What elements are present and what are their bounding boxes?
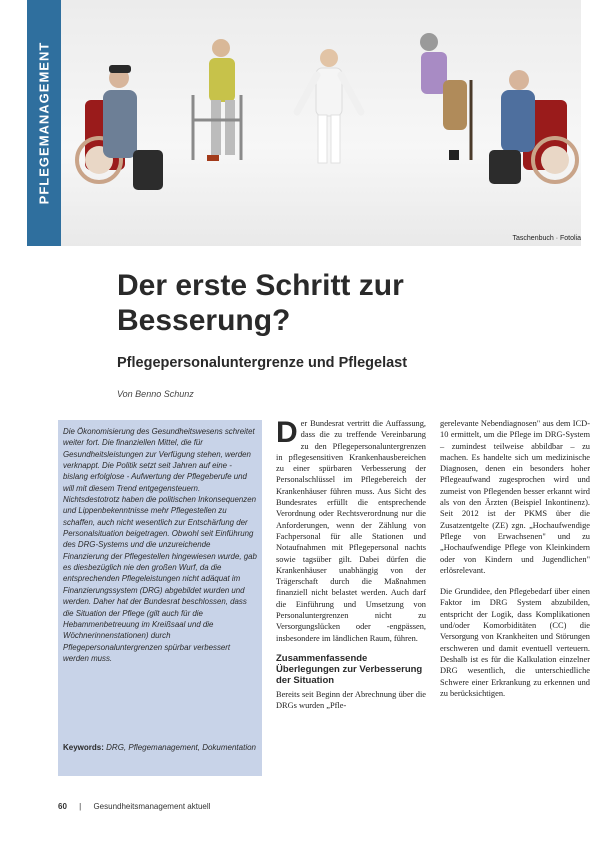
- article-subtitle: Pflegepersonaluntergrenze und Pflegelast: [117, 355, 408, 371]
- photo-credit: Taschenbuch · Fotolia: [512, 235, 581, 242]
- column-1-paragraph-2: Bereits seit Beginn der Abrechnung über die DRGs wurden „Pfle-: [276, 689, 426, 711]
- page-footer: [58, 802, 210, 811]
- drop-cap: D: [276, 416, 298, 449]
- column-2-paragraph-1: gerelevante Nebendiagnosen" aus dem ICD-10 ermittelt, um die Pflege im DRG-System – zumindest teilweise abbildbar – zu machen. Es handelte sich um medizinische Diagnosen, denen ein besonders hoher Pflegeaufwand zugesprochen wird und zumeist von Pflegenden besser erkannt wird als von den Ärzten (Beispiel Inkontinenz). Seit 2012 ist der PKMS über die Zusatzentgelte (ZE) zgn. „Hochaufwendige Pflege von Erwachsenen" und zu „Hochaufwendige Pflege von Kleinkindern oder von Kindern und Jugendlichen" erlösrelevant.: [440, 419, 590, 575]
- abstract-text: Die Ökonomisierung des Gesundheitswesens schreitet weiter fort. Die finanziellen Mittel, die für Gesundheitsleistungen zur Verfügung stehen, werden verknappt. Die Politik setzt seit Jahren auf eine - bislang erfolglose - Aufwertung der Pflegeberufe und will mit diesem Trend entgegensteuern. Nichtsdestotrotz haben die politischen Inkonsequenzen und Lippenbekenntnisse mehr Pflegestellen zu schaffen, auch nicht wesentlich zur Entschärfung der Personalsituation beigetragen. Obwohl seit Einführung des DRG-Systems und die unzureichende Finanzierung der Pflegestellen hingewiesen wurde, gab es diesbezüglich nie den großen Wurf, da die entsprechenden Pflegeleistungen nicht adäquat im Finanzierungssystem (DRG) abgebildet wurden und werden. Daher hat der Bundesrat beschlossen, dass die Situation der Pflege (gilt auch für die Hebammenbetreuung im Kreißsaal und die Wöchnerinnenstationen) durch Pflegepersonaluntergrenzen spürbar verbessert werden muss.: [63, 427, 257, 663]
- text-column-2: [440, 418, 590, 699]
- keywords-text: DRG, Pflegemanagement, Dokumentation: [106, 743, 256, 752]
- header-photo: [61, 0, 581, 246]
- page-number: 60: [58, 802, 67, 811]
- text-column-1: [276, 418, 426, 712]
- section-label: PFLEGEMANAGEMENT: [36, 41, 52, 205]
- keywords-line: [63, 742, 263, 754]
- column-1-paragraph-1-text: er Bundesrat vertritt die Auffassung, dass die zu treffende Vereinbarung zu den Pflegepersonaluntergrenzen in pflegesensitiven Krankenhausbereichen zu einer spürbaren Verbesserung der Personalschlüssel im Pflegebereich der Krankenhäuser führen muss. Aus Sicht des Bundesrates erfüllt die entsprechende Verordnung oder Rechtsverordnung nur die Anforderungen, wenn der Zählung von Fachpersonal für alle Stationen und Notaufnahmen mit Pflegepersonal nachts sowie tagsüber gilt. Dabei dürfen die Krankenhäuser unabhängig von der Trägerschaft durch die Maßnahmen finanziell nicht belastet werden. Auch darf die Einführung und Umsetzung von Personaluntergrenzen nicht zu Versorgungslücken oder -engpässen, insbesondere im ländlichen Raum, führen.: [276, 419, 426, 643]
- footer-separator: |: [79, 802, 82, 811]
- column-1-paragraph-1: [276, 418, 426, 644]
- keywords-label: Keywords:: [63, 743, 104, 752]
- figurines-photo: [61, 0, 581, 246]
- journal-name: Gesundheitsmanagement aktuell: [93, 802, 211, 811]
- section-tab: [27, 0, 61, 246]
- author-byline: Von Benno Schunz: [117, 389, 194, 399]
- abstract-box: [58, 420, 262, 776]
- column-2-paragraph-2: Die Grundidee, den Pflegebedarf über einen Faktor im DRG System abzubilden, entspricht der Logik, dass Komplikationen und/oder Komorbiditäten (CC) die Versorgung von Krankheiten und Störungen erschweren und damit eventuell verteuern. Deshalb ist es für die Kalkulation einzelner DRG wesentlich, die unterschiedliche Schwere einer Erkrankung zu erkennen und zu berücksichtigen.: [440, 587, 590, 698]
- section-heading: Zusammenfassende Überlegungen zur Verbesserung der Situation: [276, 652, 423, 686]
- article-title: Der erste Schritt zur Besserung?: [117, 269, 404, 337]
